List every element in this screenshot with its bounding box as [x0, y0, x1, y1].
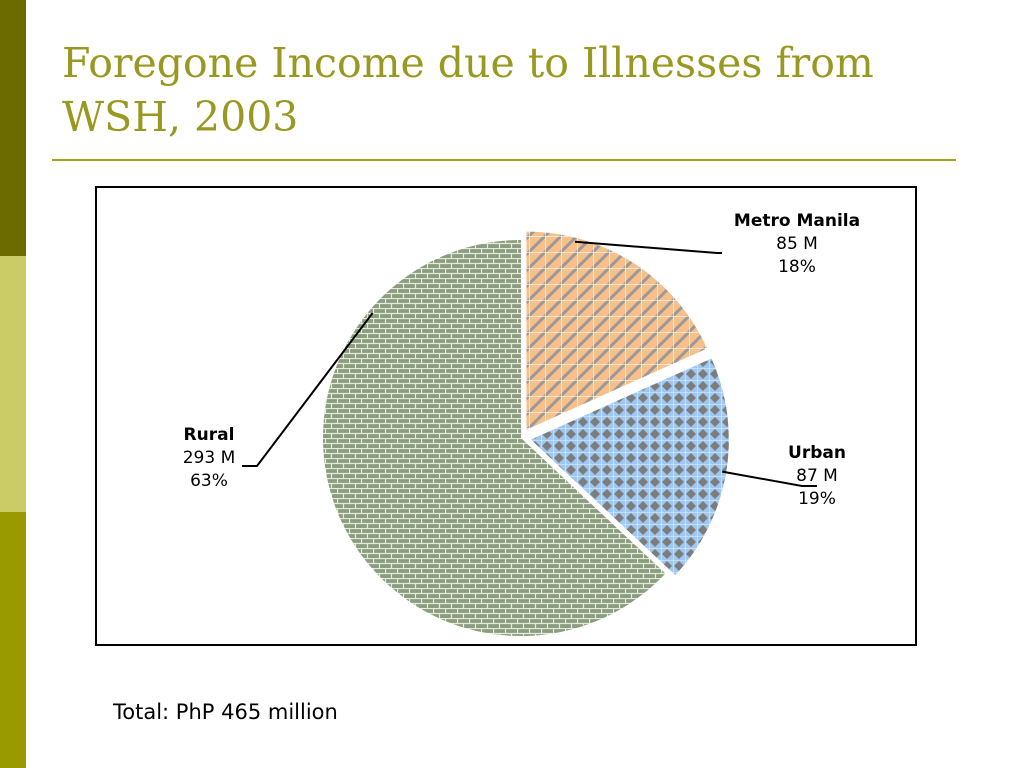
sidebar-band-middle: [0, 256, 26, 512]
chart-frame: [95, 186, 917, 646]
data-label-urban: Urban 87 M 19%: [788, 443, 846, 509]
data-label-rural: Rural 293 M 63%: [182, 425, 236, 491]
sidebar-band-top: [0, 0, 26, 256]
slide-title: Foregone Income due to Illnesses from WSH, 2003: [62, 39, 874, 141]
pie-chart: [97, 188, 915, 644]
data-label-metro-manila: Metro Manila 85 M 18%: [733, 211, 861, 277]
total-caption: Total: PhP 465 million: [113, 700, 338, 724]
title-divider: [52, 159, 956, 161]
sidebar-band-bottom: [0, 512, 26, 768]
